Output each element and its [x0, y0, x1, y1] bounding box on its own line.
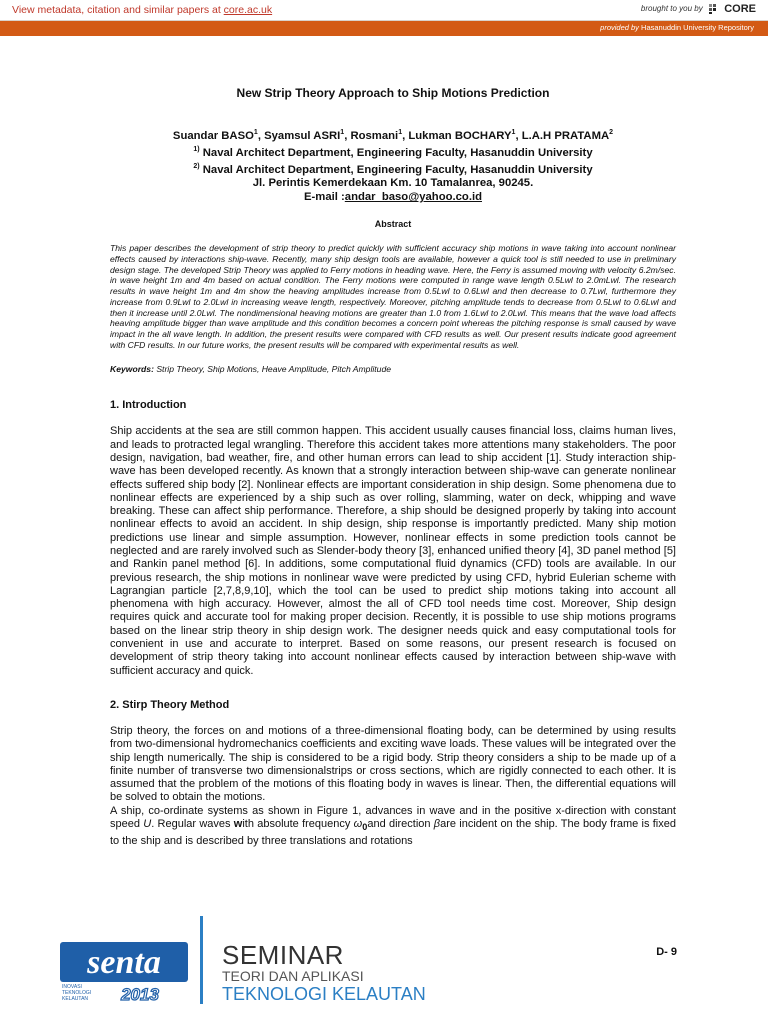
author-block [110, 126, 676, 204]
senta-year: 2013 [121, 985, 159, 1004]
affil-text: Naval Architect Department, Engineering Faculty, Hasanuddin University [202, 163, 593, 176]
section-introduction-body [110, 425, 676, 678]
author-name: Suandar BASO [172, 129, 254, 142]
author-affil-mark: 1 [340, 129, 345, 136]
affiliation-1 [110, 143, 676, 160]
symbol-beta: β [433, 818, 441, 831]
section-strip-theory-title: 2. Stirp Theory Method [110, 698, 230, 711]
author-affil-mark: 2 [609, 129, 614, 136]
text-run: A ship, co-ordinate systems as shown in Figure 1, advances in wave and in the positive x-direction with constant speed [110, 804, 676, 831]
author-name: Syamsul ASRI [264, 129, 341, 142]
author-name: Lukman BOCHARY [408, 129, 512, 142]
page-number: D- 9 [656, 946, 677, 958]
affil-text: Naval Architect Department, Engineering Faculty, Hasanuddin University [202, 146, 593, 159]
keywords [110, 364, 676, 374]
text-run: ith absolute frequency [242, 818, 354, 831]
abstract-text: This paper describes the development of strip theory to predict quickly with sufficient accuracy ship motions in wave taking into account nonlinear effects caused by interactions ship-wave. Recently, many ship design tools are available, however a quick tool is still needed to use in preliminary design stage. The developed Strip Theory was applied to Ferry motions in heading wave. Here, the Ferry is assumed moving with velocity 6.2m/sec. in wave height 1m and 4m based on actual condition. The Ferry motions were computed in range wave length 0.5Lwl to 2.0mLwl. The research results in wave height 1m and 4m show the heaving amplitudes increase from 0.5Lwl to 0.6Lwl and then decrease to 0.7Lwl, furthermore they increase from 0.9Lwl to 2.0Lwl in increasing weave length, respectively. Moreover, pitching amplitude tends to decrease from 0.5Lwl to 0.6Lwl and then it increase until 2.0Lwl. The nondimensional heaving motions are greater than 1.0 from 1.6Lwl to 2.0Lwl. This means that the wave load affects heaving amplitude bigger than wave amplitude and this condition becomes a concern point whereas the pitching response is small caused by wave impact in the all wave length. In addition, the present results were compared with CFD results as well. Our present results indicate good agreement with CFD results. In our future works, the present results will be compared with experimental results as well. [110, 243, 676, 350]
text-run: are incident on the ship. The body frame is fixed to the ship and is described by three translations and rotations [110, 818, 676, 847]
seminar-line-3: TEKNOLOGI KELAUTAN [222, 984, 426, 1004]
paragraph: Strip theory, the forces on and motions of a three-dimensional floating body, can be determined by using results from two-dimensional hydromechanics coefficients and exciting wave loads. These values will be integrated over the ship length numerically. The ship is considered to be a rigid body. Strip theory considers a ship to be made up of a finite number of transverse two dimensionalstrips or cross sections, which are rigidly connected to each other. It is assumed that the problem of the motions of this floating body in waves is linear. Then, the differential equations will be solved to obtain the motions. [110, 724, 676, 804]
keywords-list: Strip Theory, Ship Motions, Heave Amplitude, Pitch Amplitude [156, 364, 392, 375]
senta-tag-3: KELAUTAN [62, 996, 89, 1002]
email-label: E-mail : [303, 191, 345, 204]
senta-word: senta [87, 944, 161, 981]
senta-logo [60, 938, 188, 1004]
core-metadata-link[interactable] [12, 4, 272, 16]
senta-tag-2: TEKNOLOGI [62, 990, 92, 996]
symbol-subscript: 0 [362, 822, 368, 833]
brought-by-text: brought to you by [640, 4, 703, 14]
paper-title: New Strip Theory Approach to Ship Motions Prediction [236, 86, 550, 100]
provided-by-repo[interactable]: Hasanuddin University Repository [641, 23, 754, 32]
core-header [0, 0, 768, 21]
core-brought-by [641, 3, 756, 15]
text-run: and direction [367, 818, 434, 831]
text-run: . Regular waves [151, 818, 234, 831]
seminar-line-2: TEORI DAN APLIKASI [222, 968, 364, 984]
abstract-title: Abstract [374, 219, 412, 230]
affil-mark: 1) [193, 145, 200, 153]
senta-logo-icon [60, 938, 188, 1004]
senta-tag-1: INOVASI [62, 984, 82, 990]
author-name: Rosmani [350, 129, 399, 142]
section-strip-theory-body [110, 725, 676, 848]
core-brand[interactable]: CORE [724, 3, 756, 15]
affiliation-2 [110, 160, 676, 177]
address: Jl. Perintis Kemerdekaan Km. 10 Tamalanrea, 90245. [252, 177, 534, 190]
email-line [110, 190, 676, 204]
keywords-label: Keywords: [110, 364, 154, 375]
seminar-line-1: SEMINAR [222, 940, 344, 970]
footer-divider [200, 916, 203, 1004]
paper-page [110, 80, 676, 848]
core-logo-icon [708, 3, 720, 15]
paragraph: Ship accidents at the sea are still common happen. This accident usually causes financial loss, claims human lives, and leads to protracted legal wrangling. Therefore this accident takes more attentions many stakeholders. The poor design, navigation, bad weather, fire, and other human errors can lead to ship accident [1]. Study interaction ship-wave has been developed recently. As known that a strongly interaction between ship-wave can generate nonlinear effects suffered ship body [2]. Nonlinear effects are important consideration in ship design. Some phenomena due to nonlinear effects are experienced by a ship such as over rolling, slamming, water on deck, whipping and wave breaking. These can affect ship performance. Therefore, a ship should be designed properly by taking into account nonlinear effects to avoid an accident. In ship design, ship response is importantly predicted. Many ship motion predictions use linear and simple assumption. However, nonlinear effects in some prediction tools cannot be neglected and are rarely involved such as Slender-body theory [3], enhanced unified theory [4], 3D panel method [5] and Rankin panel method [6]. In additions, some computational fluid dynamics (CFD) tools are available. In our previous research, the ship motions in nonlinear wave were predicted by using CFD, hybrid Eulerian scheme with Lagrangian particle [2,7,8,9,10], which the tool can be used to predict ship motions taking into account all phenomena with high accuracy. However, almost the all of CFD tool needs time cost. Moreover, Ship design requires quick and accurate tool for making proper decision. Recently, it is possible to use ship motions programs based on the linear strip theory in ship design work. The designer needs quick and easy computational tools for convenient in use and accurate to interpret. Based on some reasons, our present research is focused on development of strip theory taking into account nonlinear effects caused by interaction between ship-wave with sufficient accuracy and quick. [110, 425, 676, 677]
text-run: w [233, 818, 243, 831]
provided-by [600, 23, 754, 32]
affil-mark: 2) [193, 162, 200, 170]
author-name: L.A.H PRATAMA [521, 129, 610, 142]
core-site-link[interactable]: core.ac.uk [223, 4, 273, 16]
author-list: Suandar BASO$^1$, Syamsul ASRI$^1$, Rosmani$^1$, Lukman BOCHARY$^1$, L.A.H PRATAMA$^2$ [172, 129, 614, 142]
email-link[interactable]: andar_baso@yahoo.co.id [344, 191, 482, 204]
section-introduction-title: 1. Introduction [110, 399, 187, 412]
paragraph [110, 805, 676, 848]
author-affil-mark: 1 [398, 129, 403, 136]
core-link-text: View metadata, citation and similar papers at [12, 4, 224, 16]
symbol-omega: ω [353, 818, 363, 831]
symbol-u: U [143, 818, 152, 831]
seminar-title [222, 941, 426, 1005]
author-affil-mark: 1 [253, 129, 258, 136]
author-affil-mark: 1 [511, 129, 516, 136]
provided-by-label: provided by [600, 23, 639, 32]
core-provided-strip [0, 21, 768, 36]
